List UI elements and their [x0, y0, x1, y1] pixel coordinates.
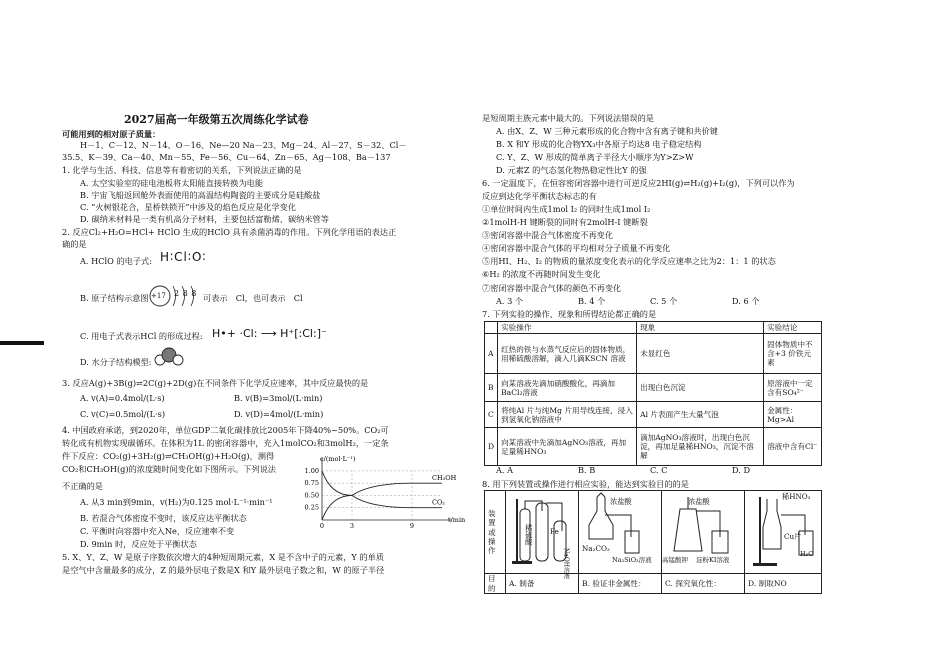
table-row [485, 374, 822, 402]
table-cell: 红热的铁与水蒸气反应后的固体物质，用稀硫酸溶解，滴入几滴KSCN 溶液 [498, 334, 637, 374]
label-dilute-acid: 稀硫酸 [524, 524, 534, 546]
q6-statement-6: ⑥H₂ 的浓度不再随时间发生变化 [482, 269, 601, 279]
page-title: 2027届高一年级第五次周练化学试卷 [124, 113, 309, 126]
q1-option-c: C. “火树银花合，星桥铁锁开”中涉及的焰色反应是化学变化 [80, 202, 297, 212]
q3-stem: 3. 反应A(g)+3B(g)⇌2C(g)+2D(g)在不同条件下化学反应速率，其中反应最快的是 [62, 378, 369, 388]
label-naoh: NaOH溶液 [562, 548, 570, 579]
y-tick-label: 0.75 [304, 479, 319, 488]
table-cell: B [485, 374, 498, 402]
q6-line1: 6. 一定温度下，在恒容密闭容器中进行可逆反应2HI(g)⇌H₂(g)+I₂(g)，下列可以作为 [482, 178, 795, 188]
hclo-electron-formula: H∶Cl∶O∶ [160, 250, 207, 264]
q6-statement-5: ⑤用HI、H₂、I₂ 的物质的量浓度变化表示的化学反应速率之比为2：1：1 的状态 [482, 256, 776, 266]
table-row [485, 574, 822, 594]
table-cell: Al 片表面产生大量气泡 [637, 402, 764, 428]
q3-option-b: B. v(B)=3mol/(L·min) [234, 393, 323, 403]
table-cell: 滴加AgNO₃溶液时，出现白色沉淀，再加足量稀HNO₃，沉淀不溶解 [637, 428, 764, 466]
table-cell: 向某溶液先滴加硝酸酸化，再滴加BaCl₂溶液 [498, 374, 637, 402]
q2-option-a: A. HClO 的电子式: [80, 256, 152, 266]
atomic-mass-line2: 35.5、K－39、Ca－40、Mn－55、Fe－56、Cu－64、Zn－65、Ag－108、Ba－137 [62, 152, 391, 162]
q2-stem-line1: 2. 反应Cl₂+H₂O=HCl+ HClO 生成的HClO 具有杀菌消毒的作用。下列化学用语的表达正 [62, 227, 397, 237]
q3-option-c: C. v(C)=0.5mol/(L·s) [80, 409, 166, 419]
water-molecule-model [152, 347, 186, 367]
label-kmno4: 高锰酸钾 [662, 556, 688, 564]
q4-option-c: C. 平衡时向容器中充入Ne，反应速率不变 [80, 526, 235, 536]
table-cell: 溶液中含有Cl⁻ [764, 428, 822, 466]
table-header: 实验结论 [764, 322, 822, 334]
table-cell: C [485, 402, 498, 428]
q2-option-b: B. 原子结构示意图 [80, 293, 149, 303]
apparatus-d [745, 491, 822, 574]
table-cell: 未显红色 [637, 334, 764, 374]
q6-statement-3: ③密闭容器中混合气体密度不再变化 [482, 230, 614, 240]
q7-option-d: D. D [732, 465, 751, 475]
q6-statement-2: ②1molH-H 键断裂的同时有2molH-I 键断裂 [482, 217, 648, 227]
q7-option-b: B. B [578, 465, 596, 475]
y-tick-label: 1.00 [304, 466, 319, 475]
table-row [485, 428, 822, 466]
y-tick-label: 0.25 [304, 503, 319, 512]
x-axis-label: t/min [448, 516, 466, 524]
q7-table [484, 321, 822, 466]
q8-table [484, 490, 822, 594]
y-axis-label: c/(mol·L⁻¹) [320, 456, 356, 463]
table-cell: A [485, 334, 498, 374]
label-dilute-hno3: 稀HNO₃ [782, 492, 811, 501]
atomic-mass-line1: H－1、C－12、N－14、O－16、Ne—20 Na－23、Mg－24、Al－27、S－32、Cl－ [80, 140, 407, 150]
q4-line3: 件下反应：CO₂(g)+3H₂(g)⇌CH₃OH(g)+H₂O(g)，测得 [62, 451, 275, 461]
label-cu: Cu片 [784, 532, 802, 541]
left-margin-bar [0, 341, 44, 345]
q6-line2: 反应到达化学平衡状态标志的有 [482, 191, 597, 201]
table-cell: 向某溶液中先滴加AgNO₃溶液，再加足量稀HNO₃ [498, 428, 637, 466]
table-cell: 将纯Al 片与纯Mg 片用导线连接，浸入到氢氧化钠溶液中 [498, 402, 637, 428]
table-header: 实验操作 [498, 322, 637, 334]
q5-line2: 是空气中含量最多的成分，Z 的最外层电子数是X 和Y 最外层电子数之和，W 的原子半径 [62, 565, 385, 575]
q7-option-c: C. C [650, 465, 668, 475]
series-label: CH₃OH [432, 474, 457, 483]
q5-option-a: A. 由X、Z、W 三种元素形成的化合物中含有离子键和共价键 [496, 126, 718, 136]
q4-option-d: D. 9min 时，反应处于平衡状态 [80, 539, 197, 549]
series-line [322, 471, 442, 508]
q5-option-c: C. Y、Z、W 形成的简单离子半径大小顺序为Y>Z>W [496, 152, 694, 162]
q1-stem: 1. 化学与生活、科技、信息等有着密切的关系，下列说法正确的是 [62, 165, 302, 175]
label-na2sio3: Na₂SiO₃溶液 [612, 556, 652, 564]
q4-option-b: B. 若混合气体密度不变时，该反应达平衡状态 [80, 513, 247, 523]
q3-option-d: D. v(D)=4mol/(L·min) [234, 409, 324, 419]
x-tick-label: 0 [319, 522, 325, 530]
q4-line2: 转化成有机物实现碳循环。在体积为1L 的密闭容器中，充入1molCO₂和3molH₂，一定条 [62, 438, 389, 448]
table-header [485, 322, 498, 334]
q1-option-b: B. 宇宙飞船返回舱外表面使用的高温结构陶瓷的主要成分是硅酸盐 [80, 190, 321, 200]
purpose-d: D. 制取NO [745, 574, 822, 594]
q7-stem: 7. 下列实验的操作、现象和所得结论都正确的是 [482, 309, 657, 319]
table-row [485, 402, 822, 428]
q5-option-b: B. X 和Y 形成的化合物YX₃中各原子均达8 电子稳定结构 [496, 139, 702, 149]
x-tick-label: 3 [349, 522, 355, 530]
q4-line4: CO₂和CH₃OH(g)的浓度随时间变化如下图所示。下列说法 [62, 464, 276, 474]
x-tick-label: 9 [409, 522, 415, 530]
label-water: H₂O [800, 550, 814, 558]
y-tick-label: 0.50 [304, 491, 319, 500]
table-cell: 原溶液中一定含有SO₄²⁻ [764, 374, 822, 402]
q6-statement-7: ⑦密闭容器中混合气体的颜色不再变化 [482, 283, 622, 293]
series-line [322, 483, 442, 520]
table-row [485, 334, 822, 374]
purpose-b: B. 验证非金属性： [579, 574, 662, 594]
q2-option-c: C. 用电子式表示HCl 的形成过程: [80, 331, 203, 341]
label-starch-ki: 淀粉KI溶液 [696, 556, 730, 564]
q6-option-b: B. 4 个 [578, 296, 606, 306]
q1-option-d: D. 碳纳米材料是一类有机高分子材料，主要包括富勒烯、碳纳米管等 [80, 214, 329, 224]
q2-option-d: D. 水分子结构模型: [80, 357, 152, 367]
purpose-c: C. 探究氧化性： [662, 574, 745, 594]
q7-option-a: A. A [496, 465, 514, 475]
purpose-label: 目的 [485, 574, 506, 594]
concentration-chart [292, 456, 468, 532]
q1-option-a: A. 太空实验室的硅电池板将太阳能直接转换为电能 [80, 178, 264, 188]
table-row [485, 491, 822, 574]
q4-line1: 4. 中国政府承诺，到2020年，单位GDP二氧化碳排放比2005年下降40%~50%。CO₂可 [62, 425, 389, 435]
table-cell: 金属性：Mg>Al [764, 402, 822, 428]
table-cell: 出现白色沉淀 [637, 374, 764, 402]
q2-stem-line2: 确的是 [62, 239, 87, 249]
apparatus-d-drawing [745, 491, 821, 571]
table-header-row [485, 322, 822, 334]
label-conc-hcl-2: 浓盐酸 [688, 497, 710, 506]
q4-line5: 不正确的是 [62, 481, 103, 491]
q4-option-a: A. 从3 min到9min，v(H₂)为0.125 mol·L⁻¹·min⁻¹ [80, 497, 273, 507]
atomic-mass-label: 可能用到的相对原子质量： [62, 129, 161, 139]
q3-option-a: A. v(A)=0.4mol/(L·s) [80, 393, 165, 403]
q5-option-d: D. 元素Z 的气态氢化物热稳定性比Y 的强 [496, 165, 647, 175]
q8-stem: 8. 用下列装置或操作进行相应实验，能达到实验目的的是 [482, 479, 689, 489]
hcl-formation-formula: H•+ ·Cl: ⟶ H⁺[:Cl:]⁻ [212, 327, 327, 340]
series-label: CO₂ [432, 498, 445, 507]
table-header: 现象 [637, 322, 764, 334]
q6-option-c: C. 5 个 [650, 296, 678, 306]
q5-line1: 5. X、Y、Z、W 是原子序数依次增大的4种短周期元素，X 是不含中子的元素，Y 的单质 [62, 552, 385, 562]
apparatus-label: 装置或操作 [485, 491, 506, 574]
label-fe: Fe [550, 527, 559, 536]
electron-shells: 2 8 8 [174, 289, 197, 298]
table-cell: D [485, 428, 498, 466]
label-na2co3: Na₂CO₃ [582, 544, 610, 553]
q6-statement-1: ①单位时间内生成1mol I₂ 的同时生成1mol I₂ [482, 204, 651, 214]
table-cell: 固体物质中不含+3 价铁元素 [764, 334, 822, 374]
q5-continuation: 是短周期主族元素中最大的。下列说法错误的是 [482, 113, 654, 123]
q6-statement-4: ④密闭容器中混合气体的平均相对分子质量不再变化 [482, 243, 671, 253]
q2-option-b-tail: 可表示 Cl，也可表示 Cl [203, 293, 303, 303]
q6-option-d: D. 6 个 [732, 296, 760, 306]
nucleus-charge: +17 [151, 292, 166, 300]
q6-option-a: A. 3 个 [496, 296, 524, 306]
purpose-a: A. 制备 [506, 574, 579, 594]
label-conc-hcl-1: 浓盐酸 [610, 497, 632, 506]
